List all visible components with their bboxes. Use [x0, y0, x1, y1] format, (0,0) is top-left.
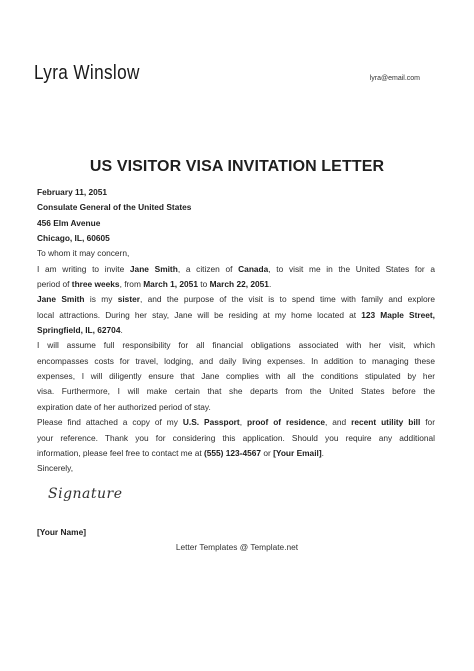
contact-phone: (555) 123-4567	[203, 447, 262, 458]
text-span: information, please feel free to contact me at	[37, 447, 204, 458]
text-span: I am writing to invite	[37, 263, 130, 274]
visit-start-date: March 1, 2051	[143, 279, 198, 290]
paragraph-line	[37, 323, 435, 338]
footer-credit: Letter Templates @ Template.net	[175, 542, 299, 552]
recipient-street: 456 Elm Avenue	[37, 217, 101, 228]
text-span: to	[197, 279, 210, 290]
page-title: US VISITOR VISA INVITATION LETTER	[89, 158, 385, 175]
host-address-line1: 123 Maple Street,	[361, 309, 436, 320]
recipient-name: Consulate General of the United States	[37, 202, 192, 213]
attachment-passport: U.S. Passport	[182, 417, 240, 428]
text-span: or	[261, 447, 274, 458]
text-span: , and the purpose of the visit is to spend time with family and explore	[139, 294, 436, 305]
recipient-city: Chicago, IL, 60605	[37, 233, 110, 244]
paragraph-purpose	[37, 292, 435, 338]
paragraph-line	[37, 262, 435, 277]
text-span: Please find attached a copy of my	[37, 417, 183, 428]
guest-name: Jane Smith	[129, 263, 178, 274]
paragraph-line: expenses, I will diligently ensure that Jane complies with all the conditions stipulated by her	[37, 371, 435, 382]
paragraph-line	[37, 277, 435, 292]
paragraph-financial	[37, 338, 435, 415]
text-span: local attractions. During her stay, Jane will be residing at my home located at	[37, 309, 362, 320]
text-span: .	[321, 447, 324, 458]
text-span: is my	[84, 294, 118, 305]
attachment-utility-bill: recent utility bill	[351, 417, 421, 428]
paragraph-line: encompasses costs for travel, lodging, and daily living expenses. In addition to managing these	[37, 355, 435, 366]
letter-body	[37, 185, 435, 477]
attachment-residence: proof of residence	[246, 417, 325, 428]
paragraph-invitation	[37, 262, 435, 293]
header-name: Lyra Winslow	[34, 62, 140, 84]
paragraph-line	[37, 446, 435, 461]
salutation: To whom it may concern,	[37, 248, 130, 259]
letter-date: February 11, 2051	[37, 187, 108, 197]
text-span: , from	[119, 279, 144, 290]
header-email: lyra@email.com	[369, 75, 420, 82]
paragraph-line: your reference. Thank you for considering this application. Should you require any additional	[37, 432, 435, 443]
paragraph-attachments	[37, 415, 435, 461]
guest-relation: sister	[117, 294, 140, 305]
guest-name: Jane Smith	[37, 294, 85, 305]
text-span: , and	[324, 417, 352, 428]
text-span: for	[420, 417, 435, 428]
paragraph-line	[37, 415, 435, 430]
contact-email: [Your Email]	[273, 447, 322, 458]
text-span: .	[120, 325, 123, 336]
visit-duration: three weeks	[71, 279, 120, 290]
paragraph-line	[37, 292, 435, 307]
paragraph-line	[37, 308, 435, 323]
paragraph-line: visa. Furthermore, I will make certain that she departs from the United States before the	[37, 386, 435, 397]
guest-country: Canada	[238, 263, 269, 274]
visit-end-date: March 22, 2051	[209, 279, 269, 290]
signer-name: [Your Name]	[37, 527, 86, 537]
text-span: period of	[37, 279, 72, 290]
host-address-line2: Springfield, IL, 62704	[37, 325, 121, 336]
text-span: ,	[239, 417, 247, 428]
paragraph-line: I will assume full responsibility for all financial obligations associated with her visit, which	[37, 340, 435, 351]
closing: Sincerely,	[37, 463, 74, 474]
text-span: , to visit me in the United States for a	[268, 263, 436, 274]
signature: Signature	[48, 486, 123, 502]
paragraph-line: expiration date of her authorized period of stay.	[37, 401, 211, 412]
text-span: , a citizen of	[177, 263, 239, 274]
text-span: .	[268, 279, 272, 290]
